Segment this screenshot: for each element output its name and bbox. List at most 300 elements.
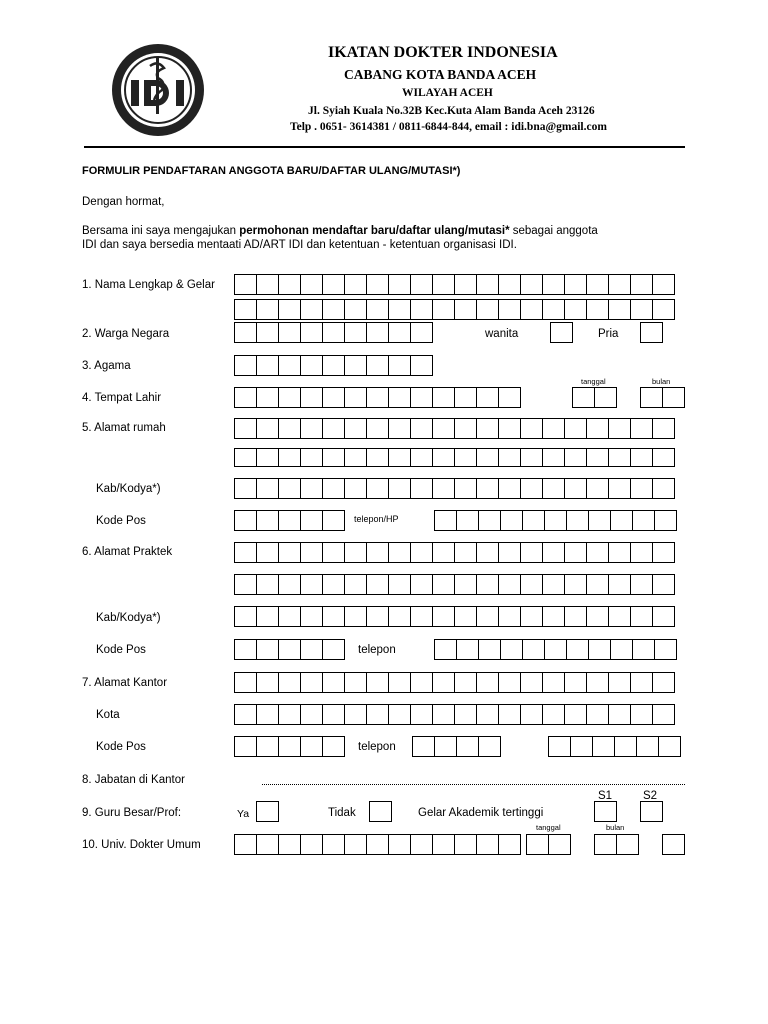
input-cell[interactable]: [322, 418, 345, 439]
input-cell[interactable]: [594, 387, 617, 408]
input-cell[interactable]: [608, 274, 631, 295]
input-cell[interactable]: [234, 704, 257, 725]
input-cell[interactable]: [410, 299, 433, 320]
input-cell[interactable]: [366, 704, 389, 725]
input-cell[interactable]: [410, 355, 433, 376]
input-cell[interactable]: [454, 274, 477, 295]
input-cell[interactable]: [454, 299, 477, 320]
univ-bulan-boxes[interactable]: [594, 834, 638, 855]
input-cell[interactable]: [388, 448, 411, 467]
input-cell[interactable]: [410, 574, 433, 595]
telepon-hp-boxes[interactable]: [434, 510, 676, 531]
input-cell[interactable]: [366, 322, 389, 343]
input-cell[interactable]: [520, 672, 543, 693]
input-cell[interactable]: [454, 672, 477, 693]
input-cell[interactable]: [388, 574, 411, 595]
input-cell[interactable]: [588, 639, 611, 660]
input-cell[interactable]: [300, 387, 323, 408]
input-cell[interactable]: [434, 639, 457, 660]
input-cell[interactable]: [542, 606, 565, 627]
input-cell[interactable]: [566, 639, 589, 660]
input-cell[interactable]: [366, 418, 389, 439]
input-cell[interactable]: [300, 418, 323, 439]
input-cell[interactable]: [410, 834, 433, 855]
input-cell[interactable]: [256, 478, 279, 499]
input-cell[interactable]: [366, 606, 389, 627]
input-cell[interactable]: [366, 355, 389, 376]
input-cell[interactable]: [608, 672, 631, 693]
input-cell[interactable]: [344, 574, 367, 595]
input-cell[interactable]: [344, 542, 367, 563]
input-cell[interactable]: [564, 418, 587, 439]
input-cell[interactable]: [256, 387, 279, 408]
alamat-rumah-boxes-1[interactable]: [234, 418, 674, 439]
kab-1-boxes[interactable]: [234, 478, 674, 499]
input-cell[interactable]: [564, 448, 587, 467]
input-cell[interactable]: [652, 704, 675, 725]
input-cell[interactable]: [322, 672, 345, 693]
input-cell[interactable]: [616, 834, 639, 855]
input-cell[interactable]: [520, 418, 543, 439]
input-cell[interactable]: [278, 355, 301, 376]
input-cell[interactable]: [498, 704, 521, 725]
input-cell[interactable]: [322, 704, 345, 725]
input-cell[interactable]: [630, 606, 653, 627]
input-cell[interactable]: [300, 510, 323, 531]
input-cell[interactable]: [476, 574, 499, 595]
input-cell[interactable]: [586, 299, 609, 320]
telepon-2-boxes[interactable]: [434, 639, 676, 660]
input-cell[interactable]: [278, 418, 301, 439]
input-cell[interactable]: [234, 542, 257, 563]
input-cell[interactable]: [566, 510, 589, 531]
input-cell[interactable]: [278, 274, 301, 295]
input-cell[interactable]: [614, 736, 637, 757]
input-cell[interactable]: [476, 834, 499, 855]
input-cell[interactable]: [388, 387, 411, 408]
input-cell[interactable]: [608, 574, 631, 595]
input-cell[interactable]: [586, 448, 609, 467]
warga-boxes[interactable]: [234, 322, 432, 343]
input-cell[interactable]: [586, 274, 609, 295]
input-cell[interactable]: [544, 510, 567, 531]
input-cell[interactable]: [278, 574, 301, 595]
tanggal-lahir-boxes[interactable]: [572, 387, 616, 408]
input-cell[interactable]: [652, 299, 675, 320]
input-cell[interactable]: [630, 478, 653, 499]
input-cell[interactable]: [608, 418, 631, 439]
input-cell[interactable]: [658, 736, 681, 757]
nama-boxes-2[interactable]: [234, 299, 674, 320]
input-cell[interactable]: [300, 736, 323, 757]
alamat-rumah-boxes-2[interactable]: [234, 448, 674, 467]
input-cell[interactable]: [476, 418, 499, 439]
input-cell[interactable]: [588, 510, 611, 531]
bulan-lahir-boxes[interactable]: [640, 387, 684, 408]
input-cell[interactable]: [608, 299, 631, 320]
input-cell[interactable]: [544, 639, 567, 660]
input-cell[interactable]: [454, 574, 477, 595]
input-cell[interactable]: [388, 478, 411, 499]
input-cell[interactable]: [630, 299, 653, 320]
input-cell[interactable]: [526, 834, 549, 855]
input-cell[interactable]: [652, 448, 675, 467]
jabatan-dotted-line[interactable]: [262, 784, 685, 785]
input-cell[interactable]: [654, 639, 677, 660]
input-cell[interactable]: [300, 322, 323, 343]
alamat-praktek-boxes-2[interactable]: [234, 574, 674, 595]
input-cell[interactable]: [410, 542, 433, 563]
input-cell[interactable]: [586, 704, 609, 725]
kab-2-boxes[interactable]: [234, 606, 674, 627]
input-cell[interactable]: [234, 639, 257, 660]
alamat-praktek-boxes-1[interactable]: [234, 542, 674, 563]
input-cell[interactable]: [434, 736, 457, 757]
input-cell[interactable]: [278, 606, 301, 627]
input-cell[interactable]: [572, 387, 595, 408]
input-cell[interactable]: [322, 606, 345, 627]
input-cell[interactable]: [476, 606, 499, 627]
input-cell[interactable]: [300, 542, 323, 563]
input-cell[interactable]: [542, 704, 565, 725]
input-cell[interactable]: [454, 418, 477, 439]
input-cell[interactable]: [594, 834, 617, 855]
input-cell[interactable]: [652, 606, 675, 627]
input-cell[interactable]: [366, 672, 389, 693]
input-cell[interactable]: [234, 510, 257, 531]
input-cell[interactable]: [432, 834, 455, 855]
ya-checkbox[interactable]: [256, 801, 279, 822]
input-cell[interactable]: [256, 704, 279, 725]
input-cell[interactable]: [432, 448, 455, 467]
input-cell[interactable]: [564, 274, 587, 295]
input-cell[interactable]: [564, 672, 587, 693]
input-cell[interactable]: [542, 574, 565, 595]
input-cell[interactable]: [498, 574, 521, 595]
input-cell[interactable]: [564, 606, 587, 627]
input-cell[interactable]: [456, 510, 479, 531]
input-cell[interactable]: [388, 704, 411, 725]
input-cell[interactable]: [388, 418, 411, 439]
input-cell[interactable]: [630, 448, 653, 467]
input-cell[interactable]: [234, 834, 257, 855]
input-cell[interactable]: [322, 387, 345, 408]
input-cell[interactable]: [256, 299, 279, 320]
input-cell[interactable]: [432, 704, 455, 725]
input-cell[interactable]: [366, 448, 389, 467]
input-cell[interactable]: [498, 672, 521, 693]
input-cell[interactable]: [322, 274, 345, 295]
input-cell[interactable]: [344, 478, 367, 499]
input-cell[interactable]: [322, 299, 345, 320]
input-cell[interactable]: [300, 672, 323, 693]
input-cell[interactable]: [366, 299, 389, 320]
input-cell[interactable]: [432, 274, 455, 295]
input-cell[interactable]: [278, 672, 301, 693]
input-cell[interactable]: [344, 322, 367, 343]
input-cell[interactable]: [366, 274, 389, 295]
input-cell[interactable]: [410, 322, 433, 343]
input-cell[interactable]: [366, 574, 389, 595]
univ-tanggal-boxes[interactable]: [526, 834, 570, 855]
input-cell[interactable]: [564, 542, 587, 563]
input-cell[interactable]: [586, 542, 609, 563]
input-cell[interactable]: [300, 834, 323, 855]
input-cell[interactable]: [520, 574, 543, 595]
input-cell[interactable]: [608, 542, 631, 563]
input-cell[interactable]: [542, 478, 565, 499]
input-cell[interactable]: [234, 606, 257, 627]
input-cell[interactable]: [322, 574, 345, 595]
input-cell[interactable]: [662, 387, 685, 408]
input-cell[interactable]: [498, 834, 521, 855]
input-cell[interactable]: [456, 736, 479, 757]
input-cell[interactable]: [586, 478, 609, 499]
input-cell[interactable]: [434, 510, 457, 531]
input-cell[interactable]: [564, 574, 587, 595]
input-cell[interactable]: [608, 606, 631, 627]
input-cell[interactable]: [652, 672, 675, 693]
input-cell[interactable]: [610, 510, 633, 531]
input-cell[interactable]: [522, 639, 545, 660]
input-cell[interactable]: [454, 704, 477, 725]
input-cell[interactable]: [498, 299, 521, 320]
input-cell[interactable]: [410, 478, 433, 499]
input-cell[interactable]: [652, 418, 675, 439]
input-cell[interactable]: [322, 834, 345, 855]
input-cell[interactable]: [652, 478, 675, 499]
input-cell[interactable]: [344, 299, 367, 320]
input-cell[interactable]: [410, 418, 433, 439]
pria-checkbox[interactable]: [640, 322, 663, 343]
input-cell[interactable]: [542, 672, 565, 693]
input-cell[interactable]: [412, 736, 435, 757]
input-cell[interactable]: [476, 299, 499, 320]
input-cell[interactable]: [278, 736, 301, 757]
input-cell[interactable]: [542, 542, 565, 563]
input-cell[interactable]: [478, 510, 501, 531]
input-cell[interactable]: [564, 478, 587, 499]
input-cell[interactable]: [498, 418, 521, 439]
input-cell[interactable]: [256, 418, 279, 439]
input-cell[interactable]: [564, 299, 587, 320]
input-cell[interactable]: [278, 704, 301, 725]
input-cell[interactable]: [630, 542, 653, 563]
input-cell[interactable]: [454, 606, 477, 627]
input-cell[interactable]: [234, 355, 257, 376]
input-cell[interactable]: [256, 672, 279, 693]
input-cell[interactable]: [366, 834, 389, 855]
input-cell[interactable]: [498, 606, 521, 627]
input-cell[interactable]: [234, 418, 257, 439]
input-cell[interactable]: [322, 355, 345, 376]
input-cell[interactable]: [300, 448, 323, 467]
input-cell[interactable]: [300, 478, 323, 499]
input-cell[interactable]: [234, 387, 257, 408]
input-cell[interactable]: [498, 448, 521, 467]
input-cell[interactable]: [366, 542, 389, 563]
input-cell[interactable]: [344, 704, 367, 725]
input-cell[interactable]: [388, 274, 411, 295]
input-cell[interactable]: [548, 736, 571, 757]
input-cell[interactable]: [640, 387, 663, 408]
input-cell[interactable]: [630, 672, 653, 693]
input-cell[interactable]: [498, 274, 521, 295]
telepon-3-boxes-a[interactable]: [412, 736, 500, 757]
input-cell[interactable]: [652, 574, 675, 595]
telepon-3-boxes-b[interactable]: [548, 736, 680, 757]
input-cell[interactable]: [300, 704, 323, 725]
input-cell[interactable]: [432, 387, 455, 408]
agama-boxes[interactable]: [234, 355, 432, 376]
input-cell[interactable]: [410, 448, 433, 467]
input-cell[interactable]: [388, 542, 411, 563]
input-cell[interactable]: [478, 639, 501, 660]
input-cell[interactable]: [322, 478, 345, 499]
input-cell[interactable]: [498, 478, 521, 499]
input-cell[interactable]: [256, 574, 279, 595]
input-cell[interactable]: [256, 274, 279, 295]
input-cell[interactable]: [542, 448, 565, 467]
kota-boxes[interactable]: [234, 704, 674, 725]
input-cell[interactable]: [520, 299, 543, 320]
input-cell[interactable]: [300, 274, 323, 295]
input-cell[interactable]: [322, 639, 345, 660]
input-cell[interactable]: [432, 299, 455, 320]
input-cell[interactable]: [630, 418, 653, 439]
input-cell[interactable]: [234, 478, 257, 499]
s1-checkbox[interactable]: [594, 801, 617, 822]
input-cell[interactable]: [234, 448, 257, 467]
input-cell[interactable]: [586, 606, 609, 627]
input-cell[interactable]: [344, 387, 367, 408]
input-cell[interactable]: [388, 834, 411, 855]
input-cell[interactable]: [388, 606, 411, 627]
input-cell[interactable]: [278, 322, 301, 343]
input-cell[interactable]: [256, 510, 279, 531]
input-cell[interactable]: [410, 387, 433, 408]
input-cell[interactable]: [522, 510, 545, 531]
input-cell[interactable]: [234, 672, 257, 693]
input-cell[interactable]: [388, 672, 411, 693]
input-cell[interactable]: [476, 704, 499, 725]
input-cell[interactable]: [454, 542, 477, 563]
nama-boxes-1[interactable]: [234, 274, 674, 295]
input-cell[interactable]: [608, 704, 631, 725]
input-cell[interactable]: [234, 736, 257, 757]
input-cell[interactable]: [520, 274, 543, 295]
input-cell[interactable]: [610, 639, 633, 660]
alamat-kantor-boxes[interactable]: [234, 672, 674, 693]
input-cell[interactable]: [454, 448, 477, 467]
input-cell[interactable]: [278, 639, 301, 660]
wanita-checkbox[interactable]: [550, 322, 573, 343]
input-cell[interactable]: [322, 448, 345, 467]
input-cell[interactable]: [410, 704, 433, 725]
input-cell[interactable]: [476, 542, 499, 563]
input-cell[interactable]: [520, 606, 543, 627]
input-cell[interactable]: [410, 606, 433, 627]
input-cell[interactable]: [630, 704, 653, 725]
input-cell[interactable]: [454, 387, 477, 408]
kodepos-3-boxes[interactable]: [234, 736, 344, 757]
input-cell[interactable]: [520, 704, 543, 725]
input-cell[interactable]: [432, 542, 455, 563]
input-cell[interactable]: [256, 355, 279, 376]
input-cell[interactable]: [570, 736, 593, 757]
input-cell[interactable]: [586, 574, 609, 595]
input-cell[interactable]: [344, 606, 367, 627]
input-cell[interactable]: [388, 322, 411, 343]
input-cell[interactable]: [608, 478, 631, 499]
input-cell[interactable]: [520, 478, 543, 499]
input-cell[interactable]: [476, 478, 499, 499]
input-cell[interactable]: [654, 510, 677, 531]
input-cell[interactable]: [344, 834, 367, 855]
input-cell[interactable]: [498, 542, 521, 563]
input-cell[interactable]: [344, 418, 367, 439]
input-cell[interactable]: [636, 736, 659, 757]
input-cell[interactable]: [366, 478, 389, 499]
input-cell[interactable]: [300, 574, 323, 595]
input-cell[interactable]: [278, 299, 301, 320]
input-cell[interactable]: [234, 274, 257, 295]
input-cell[interactable]: [256, 736, 279, 757]
input-cell[interactable]: [278, 542, 301, 563]
input-cell[interactable]: [300, 355, 323, 376]
input-cell[interactable]: [322, 322, 345, 343]
input-cell[interactable]: [278, 510, 301, 531]
input-cell[interactable]: [366, 387, 389, 408]
input-cell[interactable]: [344, 448, 367, 467]
univ-extra-box[interactable]: [662, 834, 685, 855]
input-cell[interactable]: [476, 387, 499, 408]
input-cell[interactable]: [500, 510, 523, 531]
input-cell[interactable]: [632, 639, 655, 660]
input-cell[interactable]: [322, 542, 345, 563]
input-cell[interactable]: [234, 574, 257, 595]
input-cell[interactable]: [300, 606, 323, 627]
input-cell[interactable]: [586, 418, 609, 439]
input-cell[interactable]: [256, 639, 279, 660]
input-cell[interactable]: [542, 274, 565, 295]
input-cell[interactable]: [548, 834, 571, 855]
input-cell[interactable]: [344, 355, 367, 376]
kodepos-1-boxes[interactable]: [234, 510, 344, 531]
input-cell[interactable]: [278, 387, 301, 408]
tidak-checkbox[interactable]: [369, 801, 392, 822]
input-cell[interactable]: [300, 299, 323, 320]
input-cell[interactable]: [476, 448, 499, 467]
input-cell[interactable]: [564, 704, 587, 725]
input-cell[interactable]: [542, 418, 565, 439]
input-cell[interactable]: [256, 322, 279, 343]
input-cell[interactable]: [432, 418, 455, 439]
input-cell[interactable]: [432, 606, 455, 627]
input-cell[interactable]: [300, 639, 323, 660]
input-cell[interactable]: [234, 299, 257, 320]
input-cell[interactable]: [652, 274, 675, 295]
input-cell[interactable]: [520, 448, 543, 467]
input-cell[interactable]: [432, 478, 455, 499]
s2-checkbox[interactable]: [640, 801, 663, 822]
input-cell[interactable]: [652, 542, 675, 563]
input-cell[interactable]: [410, 672, 433, 693]
input-cell[interactable]: [520, 542, 543, 563]
input-cell[interactable]: [586, 672, 609, 693]
input-cell[interactable]: [542, 299, 565, 320]
input-cell[interactable]: [256, 606, 279, 627]
